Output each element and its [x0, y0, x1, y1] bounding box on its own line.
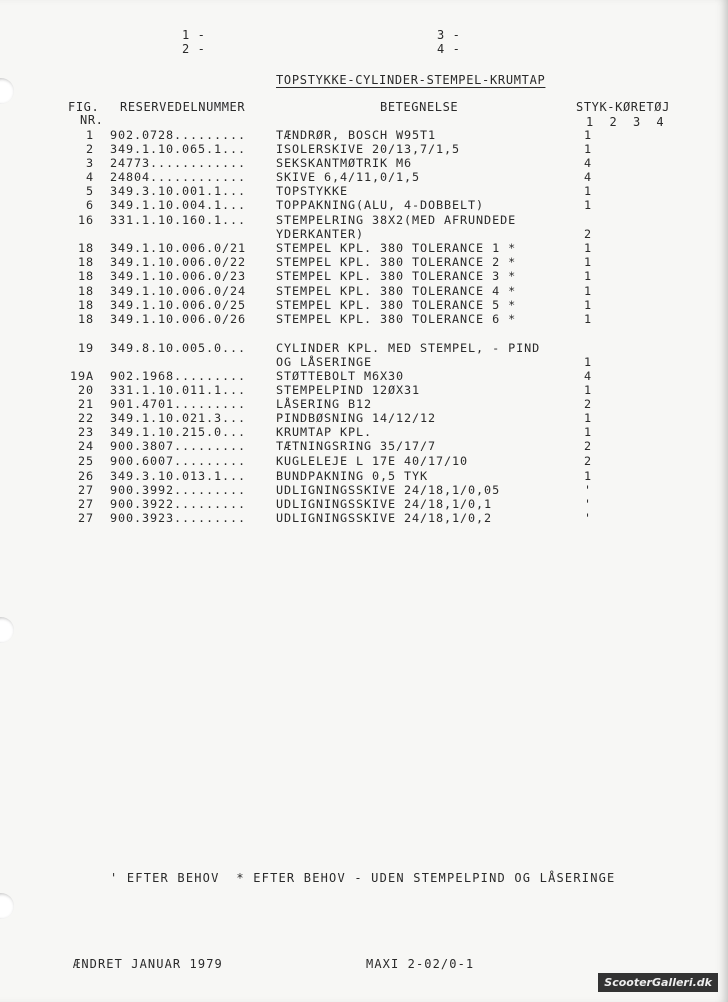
table-row [0, 369, 728, 384]
row-description: KUGLELEJE L 17E 40/17/10 [276, 454, 469, 468]
row-qty: 1 [584, 411, 593, 425]
row-part-number: 901.4701......... [110, 397, 247, 411]
table-row [0, 241, 728, 256]
row-description: STEMPEL KPL. 380 TOLERANCE 3 * [276, 269, 517, 283]
punch-hole [0, 78, 14, 104]
row-fig: 2 [85, 142, 94, 156]
row-fig: 23 [77, 425, 94, 439]
row-qty: 1 [584, 198, 593, 212]
table-row [0, 128, 728, 143]
row-qty: 2 [584, 227, 593, 241]
table-row [0, 170, 728, 185]
row-qty: ' [584, 483, 593, 497]
punch-hole [0, 893, 14, 919]
row-description: STEMPEL KPL. 380 TOLERANCE 4 * [276, 284, 517, 298]
row-fig: 4 [85, 170, 94, 184]
row-fig: 19 [77, 341, 94, 355]
table-row [0, 383, 728, 398]
table-row [0, 439, 728, 454]
row-qty: ' [584, 497, 593, 511]
table-row [0, 355, 728, 370]
row-description: STEMPEL KPL. 380 TOLERANCE 6 * [276, 312, 517, 326]
header-qty-columns: 1 2 3 4 [586, 115, 665, 129]
row-fig: 18 [77, 269, 94, 283]
row-fig: 27 [77, 497, 94, 511]
row-description: STEMPEL KPL. 380 TOLERANCE 5 * [276, 298, 517, 312]
punch-hole [0, 617, 14, 643]
footer-revision: ÆNDRET JANUAR 1979 [73, 957, 223, 971]
page-ref-2: 2 - [182, 42, 206, 56]
row-description: UDLIGNINGSSKIVE 24/18,1/0,05 [276, 483, 501, 497]
row-qty: 1 [584, 142, 593, 156]
table-row [0, 198, 728, 213]
row-qty: 4 [584, 170, 593, 184]
row-part-number: 902.1968......... [110, 369, 247, 383]
row-qty: 1 [584, 298, 593, 312]
row-qty: 1 [584, 425, 593, 439]
table-row [0, 469, 728, 484]
footer-doc-code: MAXI 2-02/0-1 [366, 957, 475, 971]
row-description: YDERKANTER) [276, 227, 365, 241]
row-description: TOPPAKNING(ALU, 4-DOBBELT) [276, 198, 485, 212]
row-description: CYLINDER KPL. MED STEMPEL, - PIND [276, 341, 541, 355]
row-description: STEMPELPIND 12ØX31 [276, 383, 421, 397]
table-row [0, 454, 728, 469]
row-fig: 16 [77, 213, 94, 227]
row-qty: 1 [584, 312, 593, 326]
row-description: SEKSKANTMØTRIK M6 [276, 156, 413, 170]
table-row [0, 341, 728, 356]
row-part-number: 349.8.10.005.0... [110, 341, 247, 355]
header-description: BETEGNELSE [380, 100, 459, 114]
row-fig: 18 [77, 298, 94, 312]
row-description: UDLIGNINGSSKIVE 24/18,1/0,1 [276, 497, 493, 511]
row-part-number: 331.1.10.160.1... [110, 213, 247, 227]
row-qty: 1 [584, 269, 593, 283]
row-fig: 18 [77, 284, 94, 298]
row-part-number: 349.1.10.006.0/24 [110, 284, 247, 298]
row-part-number: 349.1.10.065.1... [110, 142, 247, 156]
row-description: LÅSERING B12 [276, 397, 373, 411]
page-ref-3: 3 - [437, 28, 461, 42]
row-part-number: 900.3922......... [110, 497, 247, 511]
row-fig: 3 [85, 156, 94, 170]
table-row [0, 511, 728, 526]
row-qty: 4 [584, 156, 593, 170]
row-fig: 27 [77, 511, 94, 525]
row-qty: ' [584, 511, 593, 525]
row-qty: 1 [584, 184, 593, 198]
row-description: KRUMTAP KPL. [276, 425, 373, 439]
header-qty: STYK-KØRETØJ [576, 100, 670, 114]
table-row [0, 142, 728, 157]
row-fig: 22 [77, 411, 94, 425]
table-row [0, 483, 728, 498]
row-qty: 1 [584, 383, 593, 397]
row-description: STØTTEBOLT M6X30 [276, 369, 405, 383]
page-ref-4: 4 - [437, 42, 461, 56]
row-description: ISOLERSKIVE 20/13,7/1,5 [276, 142, 461, 156]
row-description: OG LÅSERINGE [276, 355, 373, 369]
row-part-number: 349.1.10.006.0/22 [110, 255, 247, 269]
row-description: TOPSTYKKE [276, 184, 349, 198]
row-fig: 5 [85, 184, 94, 198]
row-fig: 21 [77, 397, 94, 411]
row-description: TÆNDRØR, BOSCH W95T1 [276, 128, 437, 142]
row-part-number: 900.3807......... [110, 439, 247, 453]
row-part-number: 349.3.10.013.1... [110, 469, 247, 483]
table-row [0, 184, 728, 199]
row-qty: 1 [584, 241, 593, 255]
row-part-number: 349.1.10.006.0/26 [110, 312, 247, 326]
row-part-number: 902.0728......... [110, 128, 247, 142]
row-part-number: 349.1.10.215.0... [110, 425, 247, 439]
table-row [0, 298, 728, 313]
row-description: PINDBØSNING 14/12/12 [276, 411, 437, 425]
row-qty: 4 [584, 369, 593, 383]
row-qty: 1 [584, 284, 593, 298]
row-part-number: 900.6007......... [110, 454, 247, 468]
table-row [0, 227, 728, 242]
table-row [0, 269, 728, 284]
table-row [0, 284, 728, 299]
row-qty: 1 [584, 469, 593, 483]
page-title: TOPSTYKKE-CYLINDER-STEMPEL-KRUMTAP [276, 73, 546, 87]
row-fig: 18 [77, 312, 94, 326]
table-row [0, 425, 728, 440]
table-row [0, 312, 728, 327]
row-part-number: 349.1.10.006.0/23 [110, 269, 247, 283]
row-part-number: 349.1.10.021.3... [110, 411, 247, 425]
table-row [0, 213, 728, 228]
row-part-number: 900.3923......... [110, 511, 247, 525]
row-fig: 19A [70, 369, 95, 383]
table-row [0, 397, 728, 412]
row-description: SKIVE 6,4/11,0/1,5 [276, 170, 421, 184]
footnote: ' EFTER BEHOV * EFTER BEHOV - UDEN STEMPELPIND OG LÅSERINGE [110, 871, 616, 885]
row-part-number: 900.3992......... [110, 483, 247, 497]
header-part-number: RESERVEDELNUMMER [120, 100, 246, 114]
row-qty: 1 [584, 128, 593, 142]
row-part-number: 24804............ [110, 170, 247, 184]
row-part-number: 349.1.10.006.0/25 [110, 298, 247, 312]
row-description: UDLIGNINGSSKIVE 24/18,1/0,2 [276, 511, 493, 525]
row-fig: 27 [77, 483, 94, 497]
header-fig: FIG. [68, 100, 100, 114]
row-qty: 2 [584, 397, 593, 411]
row-qty: 2 [584, 454, 593, 468]
row-qty: 2 [584, 439, 593, 453]
row-description: TÆTNINGSRING 35/17/7 [276, 439, 437, 453]
row-fig: 1 [85, 128, 94, 142]
watermark-logo: ScooterGalleri.dk [598, 973, 718, 992]
table-row [0, 497, 728, 512]
header-nr: NR. [80, 113, 104, 127]
row-fig: 20 [77, 383, 94, 397]
table-row [0, 411, 728, 426]
row-part-number: 349.3.10.001.1... [110, 184, 247, 198]
row-fig: 18 [77, 241, 94, 255]
row-fig: 18 [77, 255, 94, 269]
row-part-number: 331.1.10.011.1... [110, 383, 247, 397]
row-fig: 6 [85, 198, 94, 212]
row-description: STEMPELRING 38X2(MED AFRUNDEDE [276, 213, 517, 227]
page-ref-1: 1 - [182, 28, 206, 42]
row-fig: 25 [77, 454, 94, 468]
row-qty: 1 [584, 355, 593, 369]
table-row [0, 156, 728, 171]
row-part-number: 24773............ [110, 156, 247, 170]
row-description: STEMPEL KPL. 380 TOLERANCE 2 * [276, 255, 517, 269]
row-part-number: 349.1.10.004.1... [110, 198, 247, 212]
row-qty: 1 [584, 255, 593, 269]
row-description: STEMPEL KPL. 380 TOLERANCE 1 * [276, 241, 517, 255]
row-fig: 24 [77, 439, 94, 453]
row-description: BUNDPAKNING 0,5 TYK [276, 469, 429, 483]
row-part-number: 349.1.10.006.0/21 [110, 241, 247, 255]
row-fig: 26 [77, 469, 94, 483]
table-row [0, 255, 728, 270]
